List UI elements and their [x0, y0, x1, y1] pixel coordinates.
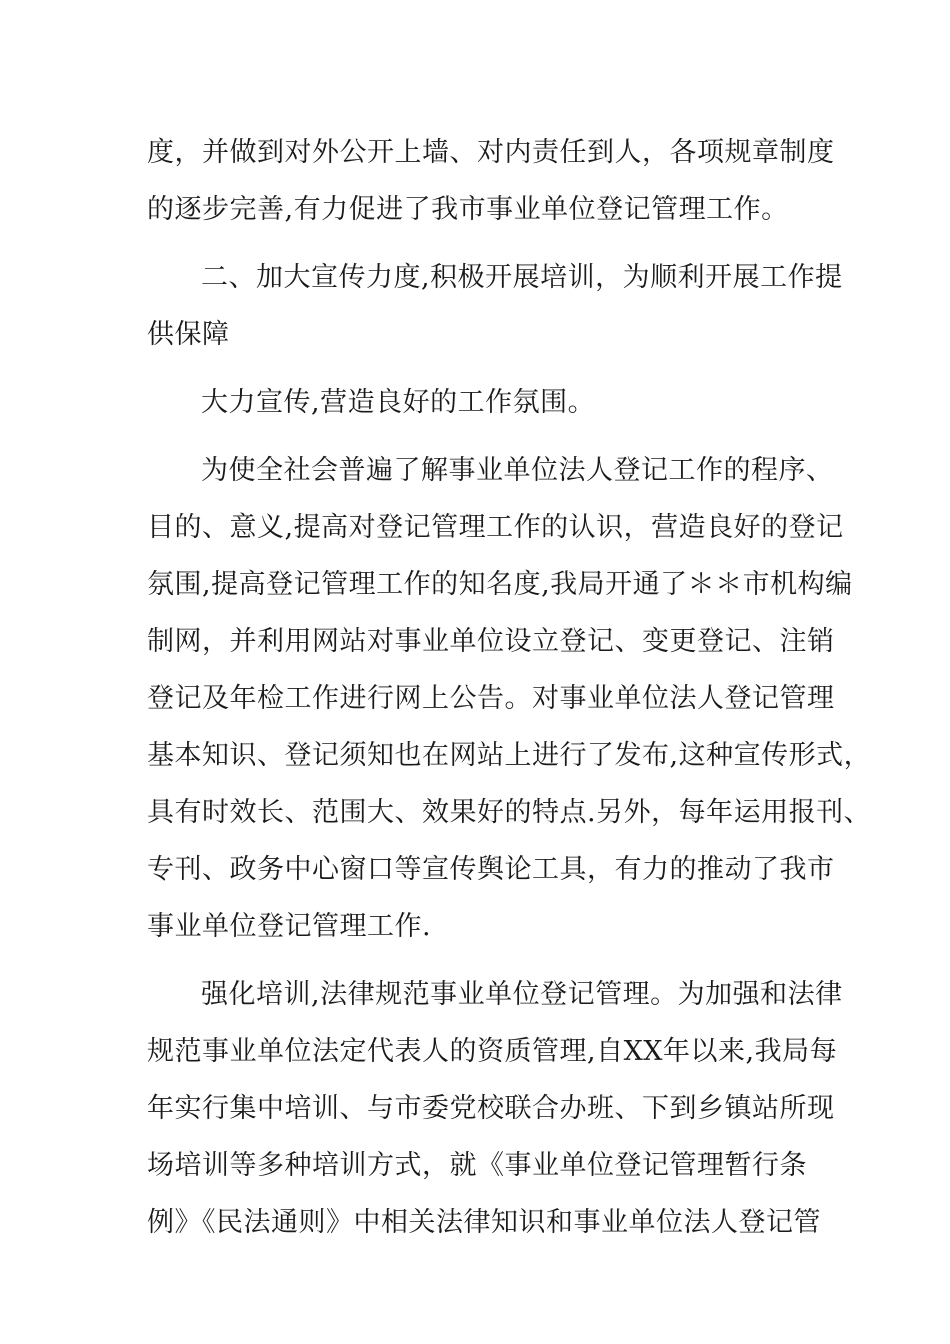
text-line: 的逐步完善,有力促进了我市事业单位登记管理工作。	[147, 194, 789, 225]
text-line: 事业单位登记管理工作.	[147, 911, 432, 942]
text-line: 专刊、政务中心窗口等宣传舆论工具，有力的推动了我市	[147, 854, 835, 885]
section-heading-line: 二、加大宣传力度,积极开展培训，为顺利开展工作提	[201, 262, 843, 293]
text-line: 制网，并利用网站对事业单位设立登记、变更登记、注销	[147, 626, 835, 657]
text-line: 例》《民法通则》中相关法律知识和事业单位法人登记管	[147, 1207, 821, 1238]
section-heading-line: 供保障	[147, 319, 230, 350]
text-line: 年实行集中培训、与市委党校联合办班、下到乡镇站所现	[147, 1093, 835, 1124]
text-line: 具有时效长、范围大、效果好的特点.另外，每年运用报刊、	[147, 797, 872, 828]
document-body	[147, 124, 872, 1251]
text-line: 为使全社会普遍了解事业单位法人登记工作的程序、	[201, 455, 834, 486]
text-line: 氛围,提高登记管理工作的知名度,我局开通了＊＊市机构编	[147, 569, 853, 600]
text-line: 场培训等多种培训方式，就《事业单位登记管理暂行条	[147, 1150, 807, 1181]
subheading-line: 大力宣传,营造良好的工作氛围。	[201, 387, 596, 418]
text-line: 登记及年检工作进行网上公告。对事业单位法人登记管理	[147, 683, 835, 714]
text-line: 强化培训,法律规范事业单位登记管理。为加强和法律	[201, 979, 843, 1010]
text-line: 度，并做到对外公开上墙、对内责任到人，各项规章制度	[147, 137, 835, 168]
text-line: 目的、意义,提高对登记管理工作的认识，营造良好的登记	[147, 512, 844, 543]
text-line: 基本知识、登记须知也在网站上进行了发布,这种宣传形式，	[147, 740, 872, 771]
text-line: 规范事业单位法定代表人的资质管理,自XX年以来,我局每	[147, 1036, 838, 1067]
